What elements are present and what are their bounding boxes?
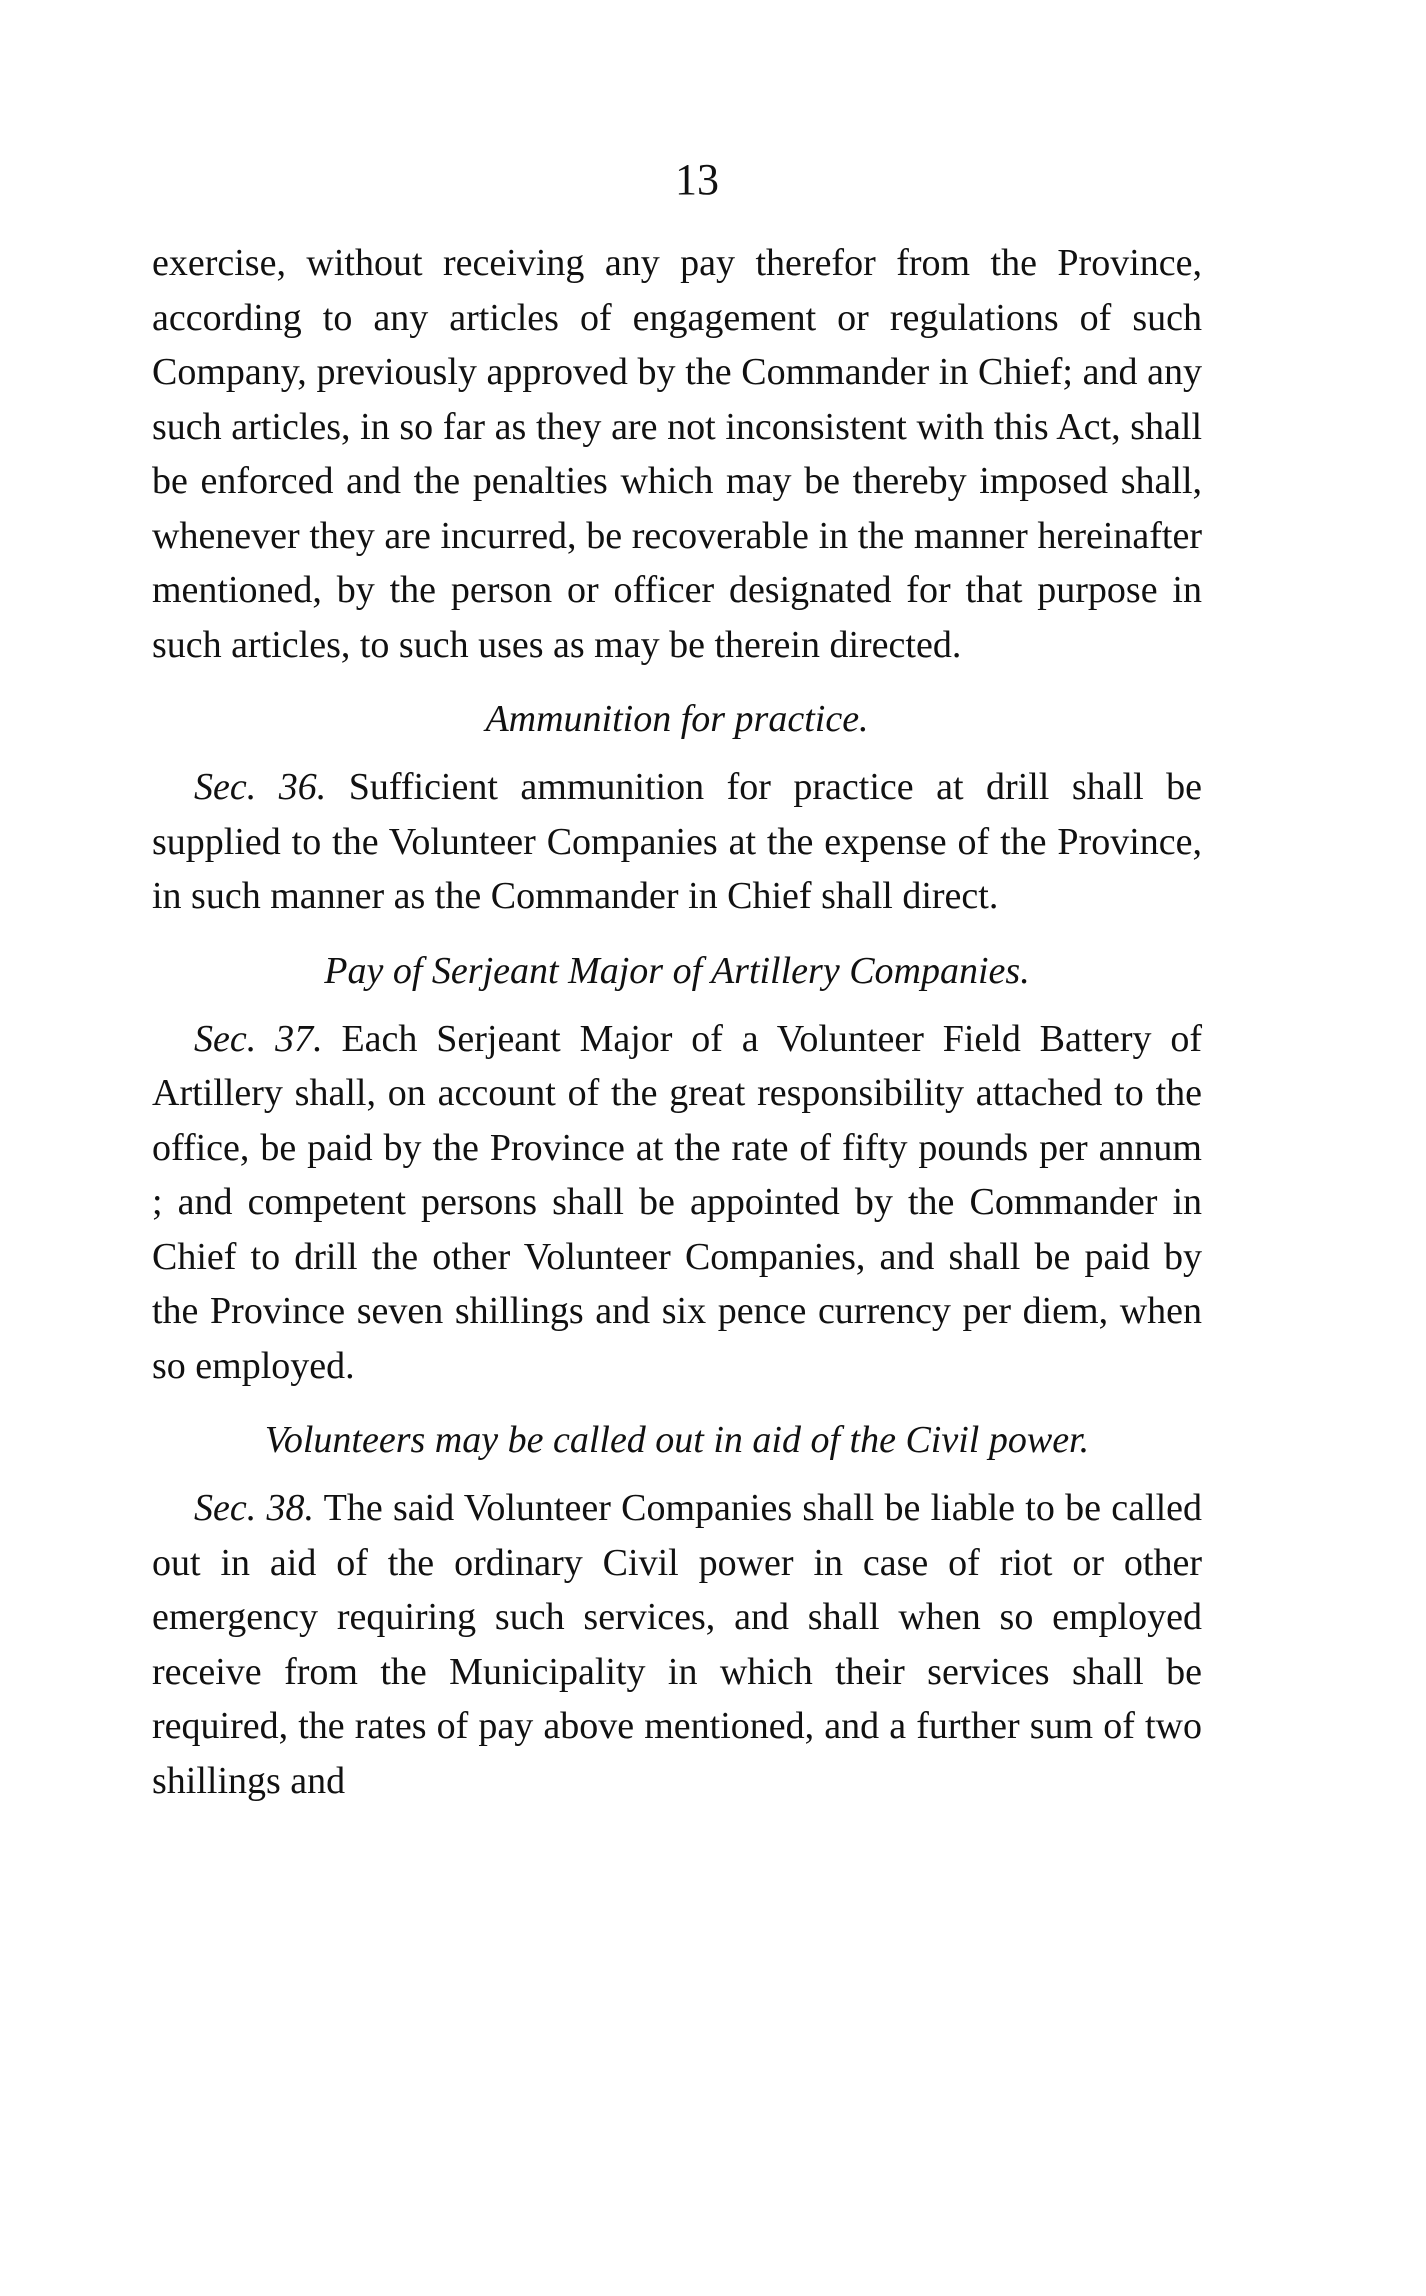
continued-paragraph: exercise, without receiving any pay therefor from the Province, according to any articles of engagement or regulations of such Company, previously approved by the Commander in Chief; and any such articles, in so far as they are not inconsistent with this Act, shall be enforced and the penalties which may be thereby imposed shall, whenever they are incurred, be recoverable in the manner hereinafter mentioned, by the person or officer designated for that purpose in such articles, to such uses as may be therein directed. xyxy=(152,242,1202,666)
section-36-label: Sec. 36. xyxy=(194,766,327,808)
section-38-paragraph xyxy=(152,1481,1202,1808)
section-36-paragraph xyxy=(152,760,1202,924)
section-38-label: Sec. 38. xyxy=(194,1487,315,1529)
section-37-text: Each Serjeant Major of a Volunteer Field Battery of Artillery shall, on account of the great responsibility attached to the office, be paid by the Province at the rate of fifty pounds per annum ; and competent persons shall be appointed by the Commander in Chief to drill the other Volunteer Companies, and shall be paid by the Province seven shillings and six pence currency per diem, when so employed. xyxy=(152,1017,1203,1387)
section-36-heading: Ammunition for practice. xyxy=(485,698,869,740)
document-page xyxy=(152,150,1202,1808)
section-37-heading: Pay of Serjeant Major of Artillery Companies. xyxy=(324,949,1030,992)
page-number: 13 xyxy=(675,155,719,204)
section-37-paragraph xyxy=(152,1012,1202,1394)
section-36-text: Sufficient ammunition for practice at drill shall be supplied to the Volunteer Companies at the expense of the Province, in such manner as the Commander in Chief shall direct. xyxy=(152,766,1203,917)
section-38-text: The said Volunteer Companies shall be liable to be called out in aid of the ordinary Civil power in case of riot or other emergency requiring such services, and shall when so employed receive from the Municipality in which their services shall be required, the rates of pay above mentioned, and a further sum of two shillings and xyxy=(152,1487,1203,1802)
section-38-heading: Volunteers may be called out in aid of the Civil power. xyxy=(264,1419,1090,1461)
section-37-label: Sec. 37. xyxy=(194,1017,323,1060)
